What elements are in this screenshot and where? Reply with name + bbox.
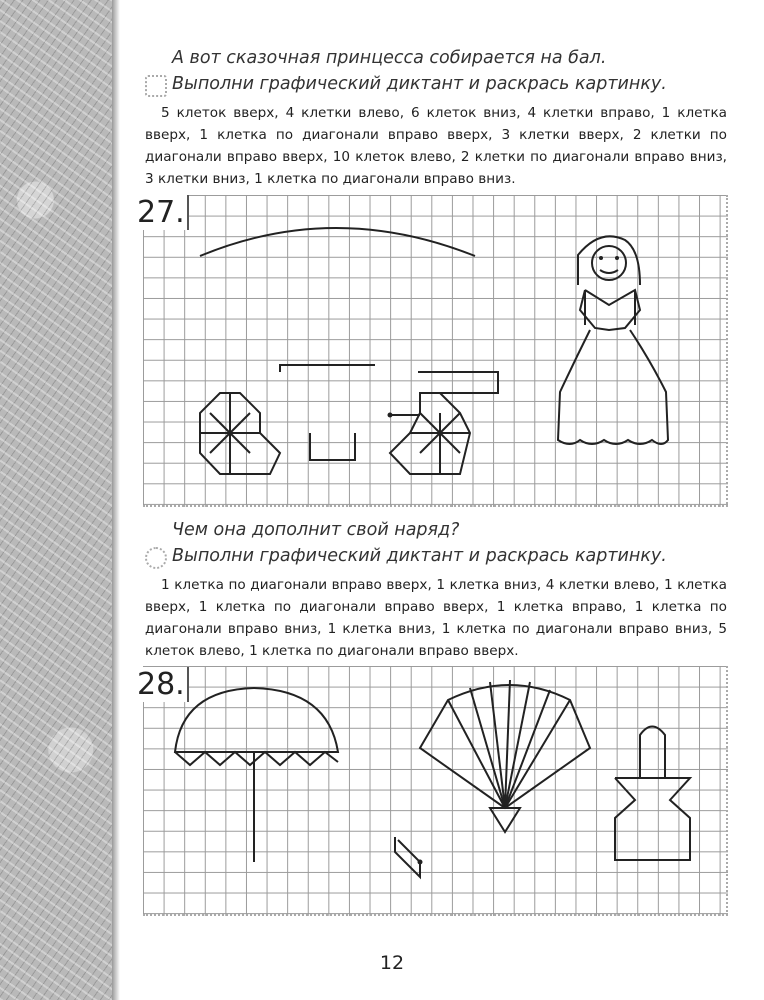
section2-instructions: 1 клетка по диагонали вправо вверх, 1 клетка вниз, 4 клетки влево, 1 клетка вверх, 1 клетка по диагонали вправо вверх, 1 клетка вправо, 1 клетка по диагонали вправо вниз, 1 клетка вниз, 1 клетка по диагонали вправо вниз, 5 клеток влево, 1 клетка по диагонали вправо вверх. — [145, 577, 727, 659]
section1-heading-line2: Выполни графический диктант и раскрась картинку. — [172, 74, 667, 94]
section2-heading-line1: Чем она дополнит свой наряд? — [172, 520, 460, 540]
section1-instructions: 5 клеток вверх, 4 клетки влево, 6 клеток вниз, 4 клетки вправо, 1 клетка вверх, 1 клетка по диагонали вправо вверх, 3 клетки вверх, 2 клетки по диагонали вправо вверх, 10 клеток влево, 2 клетки по диагонали вправо вниз, 3 клетки вниз, 1 клетка по диагонали вправо вниз. — [145, 105, 727, 187]
page-number: 12 — [379, 952, 405, 974]
task27-number: 27. — [135, 195, 189, 230]
section2-heading-line2: Выполни графический диктант и раскрась картинку. — [172, 546, 667, 566]
task28-number: 28. — [135, 667, 189, 702]
section1-heading-line1: А вот сказочная принцесса собирается на бал. — [172, 48, 607, 68]
